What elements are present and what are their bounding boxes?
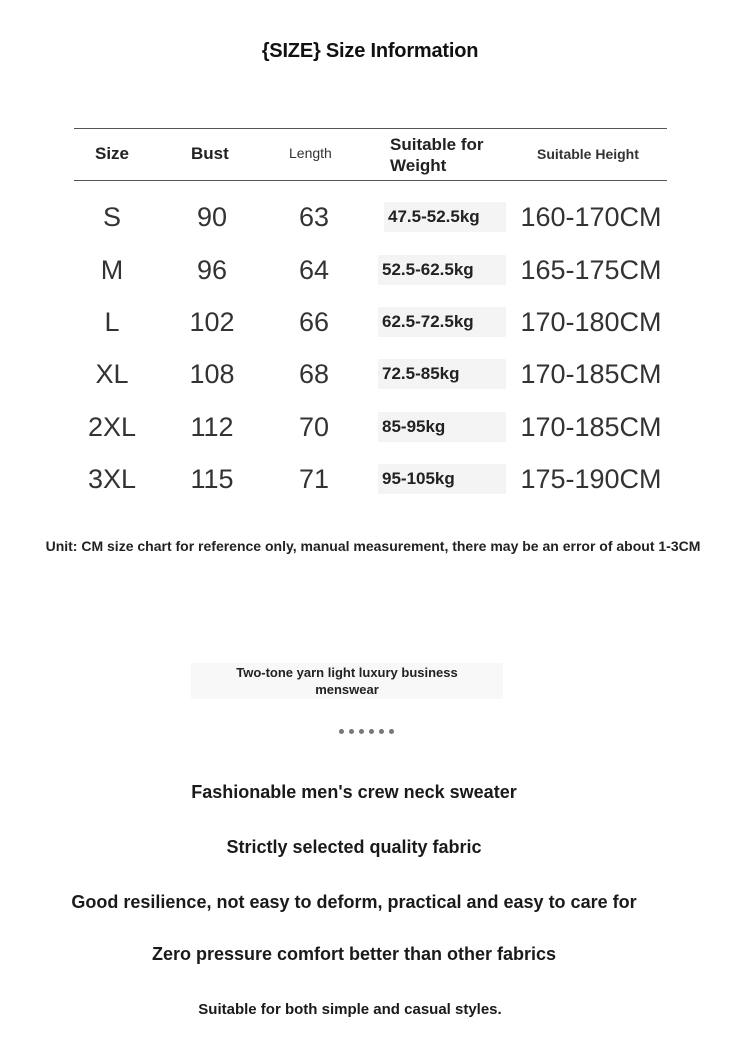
row-bust: 102 — [189, 307, 235, 337]
dot-icon — [379, 729, 384, 734]
row-size: L — [104, 307, 120, 337]
header-bust: Bust — [191, 144, 229, 163]
row-height: 175-190CM — [520, 464, 662, 494]
feature-line: Fashionable men's crew neck sweater — [191, 782, 517, 802]
product-name-line1: Two-tone yarn light luxury business — [236, 665, 458, 680]
product-name — [191, 663, 503, 699]
header-height: Suitable Height — [537, 146, 639, 162]
feature-line: Suitable for both simple and casual styles. — [198, 1001, 502, 1018]
dot-icon — [349, 729, 354, 734]
dot-icon — [369, 729, 374, 734]
row-length: 70 — [298, 412, 330, 442]
row-height: 170-180CM — [520, 307, 662, 337]
table-header-rule — [74, 180, 667, 181]
row-height: 170-185CM — [520, 412, 662, 442]
feature-line: Strictly selected quality fabric — [226, 837, 482, 857]
row-height: 160-170CM — [520, 202, 662, 232]
header-length: Length — [289, 145, 332, 161]
row-weight: 85-95kg — [378, 412, 506, 442]
row-weight: 62.5-72.5kg — [378, 307, 506, 337]
row-length: 71 — [298, 464, 330, 494]
row-length: 64 — [298, 255, 330, 285]
row-bust: 108 — [189, 359, 235, 389]
row-length: 68 — [298, 359, 330, 389]
row-size: XL — [95, 359, 129, 389]
row-bust: 96 — [196, 255, 228, 285]
header-weight-line1: Suitable for — [390, 135, 484, 154]
row-weight: 72.5-85kg — [378, 359, 506, 389]
feature-line: Good resilience, not easy to deform, practical and easy to care for — [71, 892, 637, 912]
row-weight: 52.5-62.5kg — [378, 255, 506, 285]
dot-icon — [389, 729, 394, 734]
row-length: 63 — [298, 202, 330, 232]
page-title: {SIZE} Size Information — [261, 40, 479, 62]
row-size: 2XL — [87, 412, 137, 442]
measurement-note: Unit: CM size chart for reference only, manual measurement, there may be an error of about 1-3CM — [45, 538, 701, 554]
row-bust: 112 — [190, 412, 234, 442]
row-length: 66 — [298, 307, 330, 337]
row-bust: 115 — [190, 464, 234, 494]
table-top-rule — [74, 128, 667, 129]
header-weight-line2: Weight — [390, 156, 447, 175]
dot-icon — [339, 729, 344, 734]
header-size: Size — [95, 144, 130, 163]
row-weight: 95-105kg — [378, 464, 506, 494]
product-name-line2: menswear — [315, 682, 379, 697]
row-height: 170-185CM — [520, 359, 662, 389]
dot-icon — [359, 729, 364, 734]
row-height: 165-175CM — [520, 255, 662, 285]
row-weight: 47.5-52.5kg — [384, 202, 506, 232]
header-weight — [390, 134, 484, 176]
row-size: M — [100, 255, 124, 285]
feature-line: Zero pressure comfort better than other fabrics — [151, 944, 557, 964]
row-size: S — [102, 202, 121, 232]
row-bust: 90 — [196, 202, 228, 232]
dots-divider — [0, 729, 732, 734]
row-size: 3XL — [87, 464, 137, 494]
